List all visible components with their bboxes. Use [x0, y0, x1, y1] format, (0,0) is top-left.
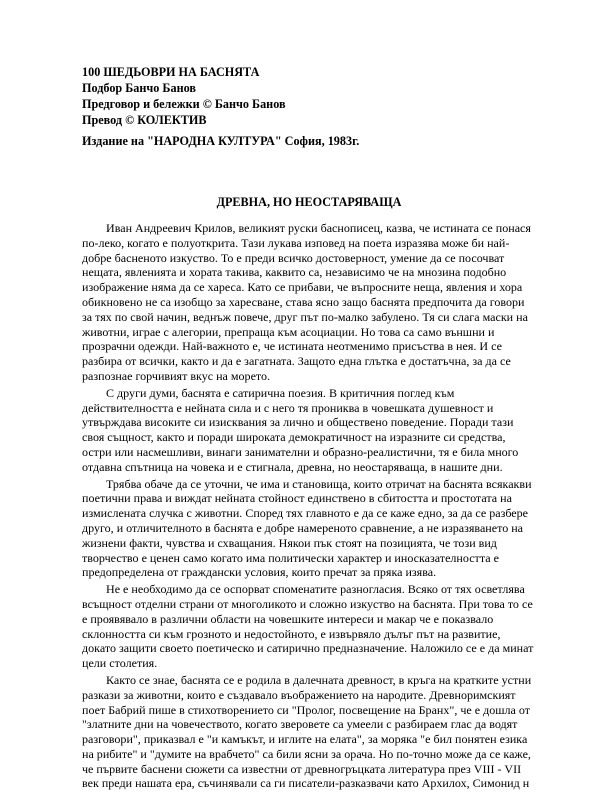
- article-paragraph: С други думи, баснята е сатирична поезия. В критичния поглед към действителността е нейната сила и с него тя прониква в човешката душевност и утвърждава високите си изисквания за лично и обществено поведение. Поради тази своя същност, както и поради широката демократичност на изразните си средства, остри или насмешливи, винаги занимателни и образно-реалистични, тя е била много отдавна спътница на човека и е стигнала, древна, но неостаряваща, в нашите дни.: [82, 385, 519, 474]
- article-paragraph: Както се знае, баснята се е родила в далечната древност, в кръга на кратките устни разкази за животни, които е създавало въображението на народите. Древноримският поет Бабрий пише в стихотворението си "Пролог, посвещение на Бранх", че е дошла от "златните дни на човечеството, когато зверовете са умеели с разбираем глас да водят разговори", приказвал е "и камъкът, и иглите на елата", за моряка "е бил понятен езика на рибите" и "думите на врабчето" са били ясни за орача. Но по-точно може да се каже, че първите баснени сюжети са известни от древногръцката литература през VIII - VII век преди нашата ера, съчинявали са ги писатели-разказвачи като Архилох, Симонид н: [82, 672, 532, 791]
- preface-notes-line: Предговор и бележки © Банчо Банов: [82, 97, 286, 111]
- compiler-line: Подбор Банчо Банов: [82, 81, 196, 95]
- book-info-header: [82, 64, 562, 128]
- article-title: ДРЕВНА, НО НЕОСТАРЯВАЩА: [216, 195, 402, 209]
- article-body: [82, 221, 534, 793]
- translation-line: Превод © КОЛЕКТИВ: [82, 113, 207, 127]
- edition-info: Издание на "НАРОДНА КУЛТУРА" София, 1983г.: [82, 134, 360, 148]
- article-paragraph: Не е необходимо да се оспорват споменатите разногласия. Всяко от тях осветлява всъщност отделни страни от многоликото и сложно изкуство на баснята. При това то се е проявявало в различни области на човешките интереси и макар че е показвало склонността си към грозното и недостойното, е извървяло дълъг път на развитие, докато защити своето поетическо и сатирично предназначение. Наложило се е да минат цели столетия.: [82, 582, 534, 671]
- book-title-line: 100 ШЕДЬОВРИ НА БАСНЯТА: [82, 65, 260, 79]
- article-paragraph: Иван Андреевич Крилов, великият руски баснописец, казва, че истината се понася по-леко, когато е полуоткрита. Тази лукава изповед на поета изразява може би най-добре басненото изкуство. То е преди всичко достоверност, умение да се посочват нещата, явленията и хората такива, каквито са, независимо че на мнозина подобно изображение няма да се хареса. Като се прибави, че въпросните неща, явления и хора обикновено не са изобщо за харесване, става ясно защо баснята предпочита да говори за тях по свой начин, веднъж повече, друг път по-малко забулено. Тя си слага маски на животни, играе с алегории, препраща към асоциации. Но това са само външни и прозрачни одежди. Най-важното е, че истината неотменимо присъства в нея. И се разбира от всички, както и да е загатната. Защото една глътка е достатъчна, за да се разпознае горчивият вкус на морето.: [82, 221, 531, 383]
- article-paragraph: Трябва обаче да се уточни, че има и становища, които отричат на баснята всякакви поетични права и виждат нейната стойност единствено в сбитостта и простотата на измислената случка с животни. Според тях главното е да се каже едно, за да се разбере друго, и отличителното в баснята е добре намереното сравнение, а не изразяването на жизнени факти, чувства и схващания. Някои пък стоят на позицията, че този вид творчество е ценен само когато има политически характер и иносказателността е предопределена от граждански условия, които пречат за пряка изява.: [82, 476, 532, 580]
